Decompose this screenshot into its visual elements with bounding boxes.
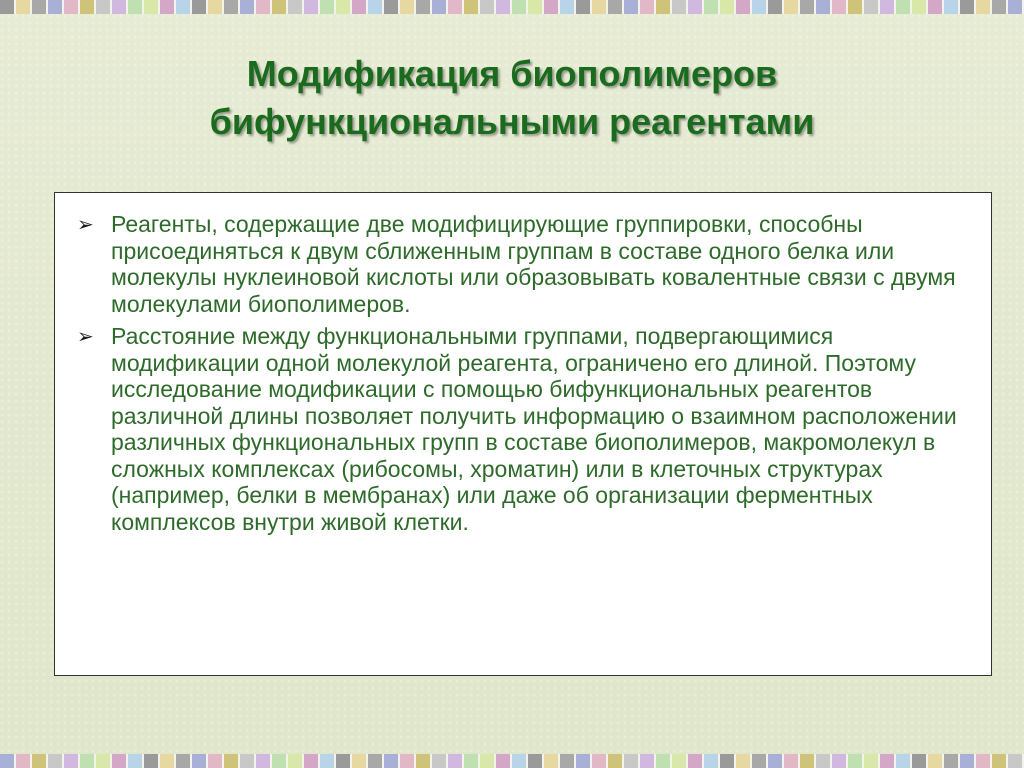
border-square bbox=[160, 754, 176, 768]
border-square bbox=[864, 754, 880, 768]
border-square bbox=[464, 754, 480, 768]
border-square bbox=[160, 0, 176, 14]
border-square bbox=[832, 754, 848, 768]
border-square bbox=[800, 0, 816, 14]
border-square bbox=[256, 754, 272, 768]
border-square bbox=[944, 754, 960, 768]
border-square bbox=[992, 0, 1008, 14]
border-square bbox=[1008, 0, 1024, 14]
arrow-bullet-icon: ➢ bbox=[77, 214, 94, 236]
border-square bbox=[896, 754, 912, 768]
border-square bbox=[1008, 754, 1024, 768]
border-square bbox=[592, 754, 608, 768]
border-square bbox=[288, 754, 304, 768]
border-square bbox=[640, 0, 656, 14]
border-square bbox=[80, 754, 96, 768]
border-square bbox=[224, 0, 240, 14]
border-square bbox=[304, 754, 320, 768]
border-square bbox=[16, 0, 32, 14]
border-square bbox=[672, 754, 688, 768]
border-square bbox=[784, 754, 800, 768]
border-square bbox=[784, 0, 800, 14]
border-square bbox=[384, 754, 400, 768]
border-square bbox=[896, 0, 912, 14]
border-square bbox=[720, 754, 736, 768]
border-square bbox=[624, 754, 640, 768]
bottom-decorative-border bbox=[0, 754, 1024, 768]
border-square bbox=[960, 0, 976, 14]
border-square bbox=[928, 0, 944, 14]
border-square bbox=[208, 0, 224, 14]
border-square bbox=[688, 754, 704, 768]
content-box bbox=[54, 192, 992, 676]
bullet-item-1 bbox=[75, 211, 971, 317]
border-square bbox=[400, 754, 416, 768]
border-square bbox=[96, 754, 112, 768]
border-square bbox=[128, 754, 144, 768]
border-square bbox=[80, 0, 96, 14]
border-square bbox=[240, 0, 256, 14]
border-square bbox=[656, 754, 672, 768]
border-square bbox=[624, 0, 640, 14]
border-square bbox=[320, 754, 336, 768]
border-square bbox=[992, 754, 1008, 768]
border-square bbox=[128, 0, 144, 14]
border-square bbox=[272, 754, 288, 768]
border-square bbox=[208, 754, 224, 768]
border-square bbox=[704, 0, 720, 14]
border-square bbox=[192, 754, 208, 768]
border-square bbox=[976, 754, 992, 768]
border-square bbox=[960, 754, 976, 768]
border-square bbox=[736, 0, 752, 14]
border-square bbox=[832, 0, 848, 14]
border-square bbox=[720, 0, 736, 14]
border-square bbox=[368, 0, 384, 14]
border-square bbox=[144, 754, 160, 768]
bullet-text-1: Реагенты, содержащие две модифицирующие группировки, способны присоединяться к двум сближенным группам в составе одного белка или молекулы нуклеиновой кислоты или образовывать ковалентные связи с двумя молекулами биополимеров. bbox=[111, 211, 956, 317]
border-square bbox=[944, 0, 960, 14]
border-square bbox=[400, 0, 416, 14]
bullet-item-2 bbox=[75, 323, 971, 535]
border-square bbox=[48, 754, 64, 768]
border-square bbox=[0, 0, 16, 14]
bullet-list bbox=[55, 193, 991, 535]
border-square bbox=[384, 0, 400, 14]
border-square bbox=[688, 0, 704, 14]
title-line-2: бифункциональными реагентами bbox=[209, 101, 815, 142]
border-square bbox=[576, 754, 592, 768]
border-square bbox=[288, 0, 304, 14]
border-square bbox=[144, 0, 160, 14]
border-square bbox=[672, 0, 688, 14]
border-square bbox=[640, 754, 656, 768]
border-square bbox=[16, 754, 32, 768]
border-square bbox=[752, 754, 768, 768]
border-square bbox=[112, 0, 128, 14]
border-square bbox=[32, 0, 48, 14]
border-square bbox=[256, 0, 272, 14]
border-square bbox=[96, 0, 112, 14]
title-line-1: Модификация биополимеров bbox=[246, 53, 778, 94]
border-square bbox=[432, 754, 448, 768]
border-square bbox=[32, 754, 48, 768]
border-square bbox=[176, 754, 192, 768]
border-square bbox=[736, 754, 752, 768]
border-square bbox=[576, 0, 592, 14]
border-square bbox=[480, 0, 496, 14]
border-square bbox=[656, 0, 672, 14]
border-square bbox=[768, 754, 784, 768]
border-square bbox=[352, 754, 368, 768]
border-square bbox=[912, 0, 928, 14]
border-square bbox=[496, 0, 512, 14]
border-square bbox=[864, 0, 880, 14]
border-square bbox=[880, 754, 896, 768]
border-square bbox=[416, 754, 432, 768]
border-square bbox=[816, 0, 832, 14]
border-square bbox=[752, 0, 768, 14]
border-square bbox=[416, 0, 432, 14]
border-square bbox=[800, 754, 816, 768]
border-square bbox=[0, 754, 16, 768]
border-square bbox=[448, 754, 464, 768]
border-square bbox=[976, 0, 992, 14]
border-square bbox=[272, 0, 288, 14]
slide-title bbox=[0, 50, 1024, 146]
arrow-bullet-icon: ➢ bbox=[77, 326, 94, 348]
border-square bbox=[928, 754, 944, 768]
border-square bbox=[528, 0, 544, 14]
border-square bbox=[224, 754, 240, 768]
border-square bbox=[192, 0, 208, 14]
border-square bbox=[912, 754, 928, 768]
border-square bbox=[512, 0, 528, 14]
border-square bbox=[544, 754, 560, 768]
border-square bbox=[496, 754, 512, 768]
border-square bbox=[112, 754, 128, 768]
border-square bbox=[480, 754, 496, 768]
border-square bbox=[304, 0, 320, 14]
border-square bbox=[320, 0, 336, 14]
border-square bbox=[432, 0, 448, 14]
border-square bbox=[464, 0, 480, 14]
border-square bbox=[448, 0, 464, 14]
border-square bbox=[704, 754, 720, 768]
top-decorative-border bbox=[0, 0, 1024, 14]
border-square bbox=[48, 0, 64, 14]
border-square bbox=[768, 0, 784, 14]
border-square bbox=[368, 754, 384, 768]
border-square bbox=[608, 0, 624, 14]
border-square bbox=[544, 0, 560, 14]
border-square bbox=[848, 0, 864, 14]
border-square bbox=[560, 754, 576, 768]
border-square bbox=[848, 754, 864, 768]
border-square bbox=[528, 754, 544, 768]
border-square bbox=[240, 754, 256, 768]
border-square bbox=[592, 0, 608, 14]
border-square bbox=[336, 0, 352, 14]
bullet-text-2: Расстояние между функциональными группами, подвергающимися модификации одной молекулой реагента, ограничено его длиной. Поэтому исследование модификации с помощью бифункциональных реагентов различной длины позволяет получить информацию о взаимном расположении различных функциональных групп в составе биополимеров, макромолекул в сложных комплексах (рибосомы, хроматин) или в клеточных структурах (например, белки в мембранах) или даже об организации ферментных комплексов внутри живой клетки. bbox=[111, 323, 957, 535]
border-square bbox=[64, 0, 80, 14]
border-square bbox=[352, 0, 368, 14]
border-square bbox=[560, 0, 576, 14]
border-square bbox=[176, 0, 192, 14]
border-square bbox=[880, 0, 896, 14]
border-square bbox=[608, 754, 624, 768]
border-square bbox=[512, 754, 528, 768]
border-square bbox=[816, 754, 832, 768]
border-square bbox=[64, 754, 80, 768]
border-square bbox=[336, 754, 352, 768]
